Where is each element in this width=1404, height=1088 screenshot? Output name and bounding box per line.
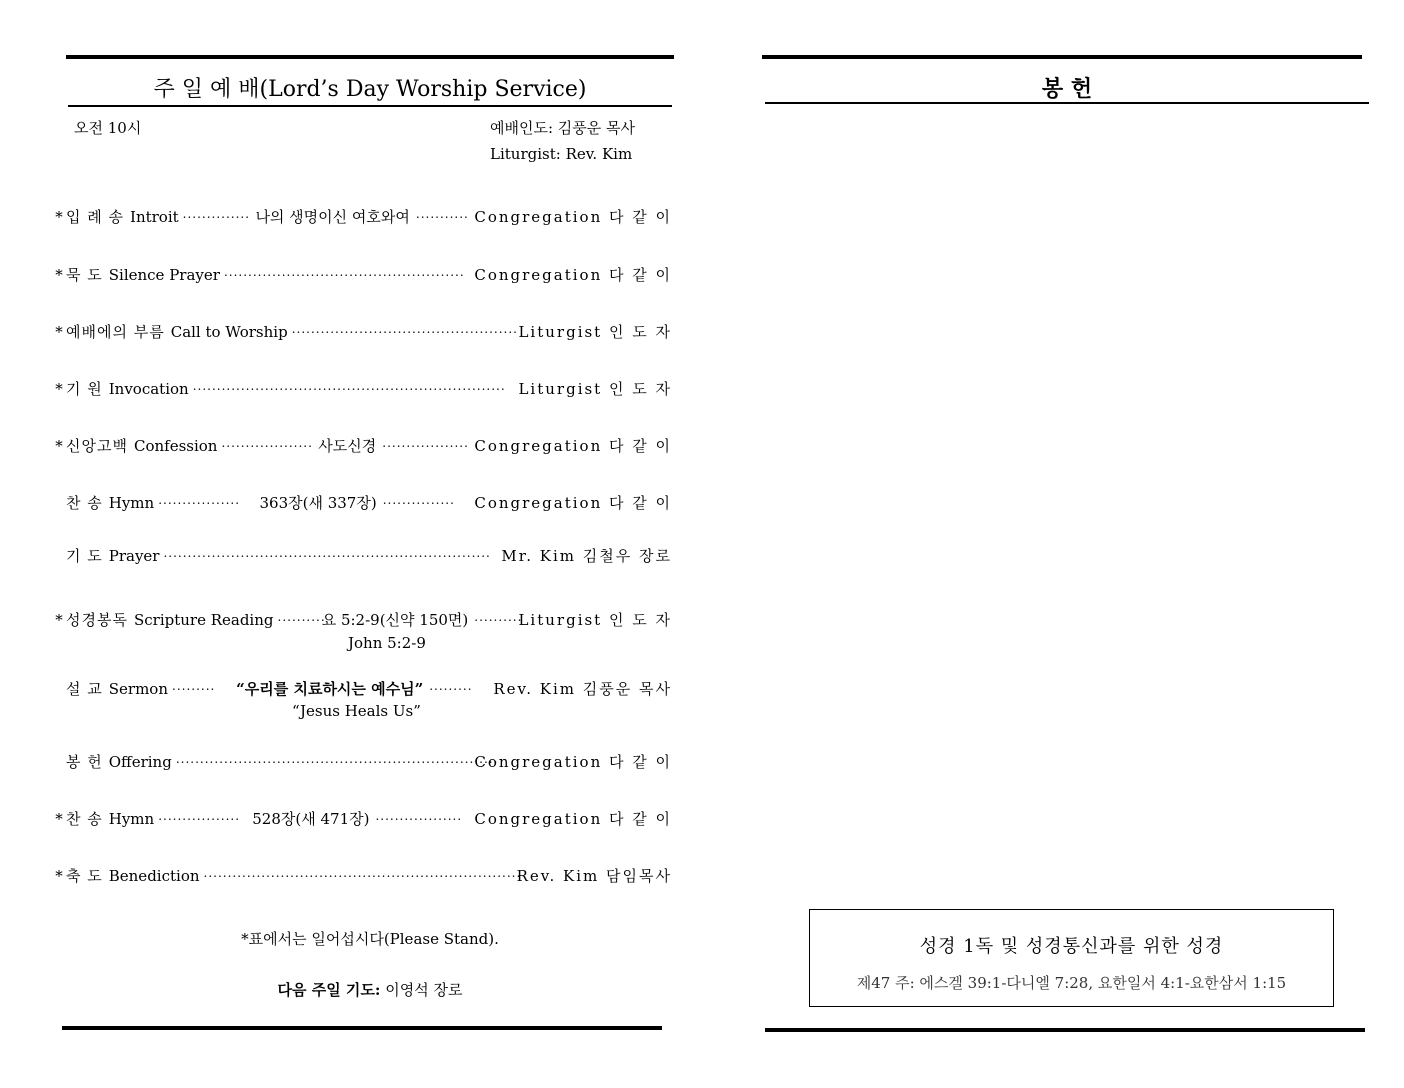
bible-reading-box: [809, 909, 1334, 1007]
order-item-korean: 봉 헌: [66, 753, 103, 771]
order-item-korean: 신앙고백: [66, 437, 128, 455]
order-item-leader: Congregation 다 같 이: [474, 753, 672, 771]
bible-reading-title: 성경 1독 및 성경통신과를 위한 성경: [919, 936, 1224, 957]
order-item-english: Silence Prayer: [108, 266, 220, 284]
order-item-leader: Congregation 다 같 이: [474, 208, 672, 226]
order-item-english: Prayer: [108, 547, 160, 565]
title-underline-left: [68, 105, 672, 107]
bible-reading-schedule: 제47 주: 에스겔 39:1-다니엘 7:28, 요한일서 4:1-요한삼서 1:15: [856, 974, 1287, 992]
order-item-korean: 찬 송: [66, 810, 103, 828]
next-week-prayer-label: 다음 주일 기도:: [277, 981, 381, 999]
order-item-korean: 예배에의 부름: [66, 323, 165, 341]
order-item: [52, 752, 672, 772]
order-item-english: Sermon: [108, 680, 168, 698]
order-item-leader-dots: ....................................................................: [163, 546, 491, 560]
order-item-leader-dots: ..........: [474, 610, 523, 624]
order-item: [52, 322, 672, 342]
order-item-leader-dots: ...............................................: [291, 322, 518, 336]
order-item-leader: Liturgist 인 도 자: [518, 380, 672, 398]
order-item-leader: Rev. Kim 김풍운 목사: [493, 680, 672, 698]
order-item-english: Introit: [130, 208, 179, 226]
bottom-rule-right: [765, 1028, 1365, 1032]
order-item-leader: Congregation 다 같 이: [474, 437, 672, 455]
bottom-rule-left: [62, 1026, 662, 1030]
order-item-korean: 축 도: [66, 867, 103, 885]
order-item-korean: 성경봉독: [66, 611, 128, 629]
order-item-stand-mark: *: [55, 437, 63, 455]
order-item: [52, 546, 672, 566]
order-item-leader: Congregation 다 같 이: [474, 266, 672, 284]
order-item-stand-mark: *: [55, 611, 63, 629]
order-item: [52, 493, 672, 513]
order-item-leader: Congregation 다 같 이: [474, 494, 672, 512]
order-item-stand-mark: *: [55, 867, 63, 885]
order-item-stand-mark: *: [55, 208, 63, 226]
order-item-leader-dots: .................: [158, 809, 241, 823]
order-item-leader: Rev. Kim 담임목사: [516, 867, 672, 885]
order-item-detail: 나의 생명이신 여호와여: [255, 208, 410, 226]
order-item-korean: 입 례 송: [66, 208, 125, 226]
order-item: [52, 207, 672, 227]
liturgist-korean: 예배인도: 김풍운 목사: [490, 119, 636, 137]
order-item-leader: Liturgist 인 도 자: [518, 323, 672, 341]
next-week-prayer: [68, 979, 672, 1000]
order-item-detail: 요 5:2-9(신약 150면): [321, 611, 469, 629]
top-rule-right: [762, 55, 1362, 59]
order-item: [52, 379, 672, 399]
order-item: [52, 610, 672, 630]
order-item-leader-dots: ..................................................: [223, 265, 465, 279]
order-item-stand-mark: *: [55, 266, 63, 284]
order-item-detail: 528장(새 471장): [252, 810, 370, 828]
order-item-detail: 363장(새 337장): [259, 494, 377, 512]
offering-title: 봉 헌: [1041, 76, 1093, 102]
order-item-stand-mark: *: [55, 323, 63, 341]
order-item-english: Invocation: [108, 380, 189, 398]
liturgist-english: Liturgist: Rev. Kim: [490, 145, 633, 163]
order-item-leader-dots: .........: [172, 679, 216, 693]
order-item-leader-dots: ..............: [182, 207, 251, 221]
order-item-korean: 기 원: [66, 380, 103, 398]
order-item: [52, 679, 672, 699]
scripture-english: John 5:2-9: [348, 634, 426, 652]
order-item-english: Hymn: [108, 810, 155, 828]
order-item-leader-dots: ...........: [415, 207, 469, 221]
order-item-leader-dots: ..........: [277, 610, 326, 624]
order-item-leader-dots: .................: [158, 493, 241, 507]
order-item-leader-dots: ..................: [382, 436, 469, 450]
order-item-english: Confession: [133, 437, 218, 455]
sermon-title-english: “Jesus Heals Us”: [292, 702, 421, 720]
order-item-korean: 찬 송: [66, 494, 103, 512]
order-item-stand-mark: *: [55, 810, 63, 828]
order-item-english: Hymn: [108, 494, 155, 512]
order-item-leader-dots: ..................................................................: [203, 866, 522, 880]
order-item-leader-dots: .................................................................: [192, 379, 506, 393]
stand-note: *표에서는 일어섭시다(Please Stand).: [241, 930, 499, 948]
order-item-korean: 기 도: [66, 547, 103, 565]
service-time: 오전 10시: [74, 119, 142, 137]
order-item-leader-dots: ...................................................................: [175, 752, 499, 766]
order-item-leader-dots: ...................: [221, 436, 313, 450]
order-item-english: Scripture Reading: [133, 611, 274, 629]
order-item: [52, 866, 672, 886]
order-item: [52, 265, 672, 285]
order-item-korean: 설 교: [66, 680, 103, 698]
order-item-detail: “우리를 치료하시는 예수님”: [236, 680, 424, 698]
order-item-detail: 사도신경: [318, 437, 377, 455]
order-item-english: Benediction: [108, 867, 200, 885]
order-item-leader: Congregation 다 같 이: [474, 810, 673, 828]
order-item: [52, 809, 672, 829]
order-item-leader-dots: ...............: [382, 493, 455, 507]
next-week-prayer-name: 이영석 장로: [385, 981, 463, 999]
order-item-korean: 묵 도: [66, 266, 103, 284]
order-item-leader-dots: ..................: [375, 809, 463, 823]
order-item: [52, 436, 672, 456]
order-item-english: Offering: [108, 753, 172, 771]
order-item-stand-mark: *: [55, 380, 63, 398]
order-item-english: Call to Worship: [170, 323, 288, 341]
order-item-leader-dots: .........: [429, 679, 473, 693]
top-rule-left: [66, 55, 674, 59]
order-item-leader: Mr. Kim 김철우 장로: [501, 547, 672, 565]
order-item-leader: Liturgist 인 도 자: [518, 611, 672, 629]
worship-title: 주 일 예 배(Lord’s Day Worship Service): [153, 77, 587, 102]
